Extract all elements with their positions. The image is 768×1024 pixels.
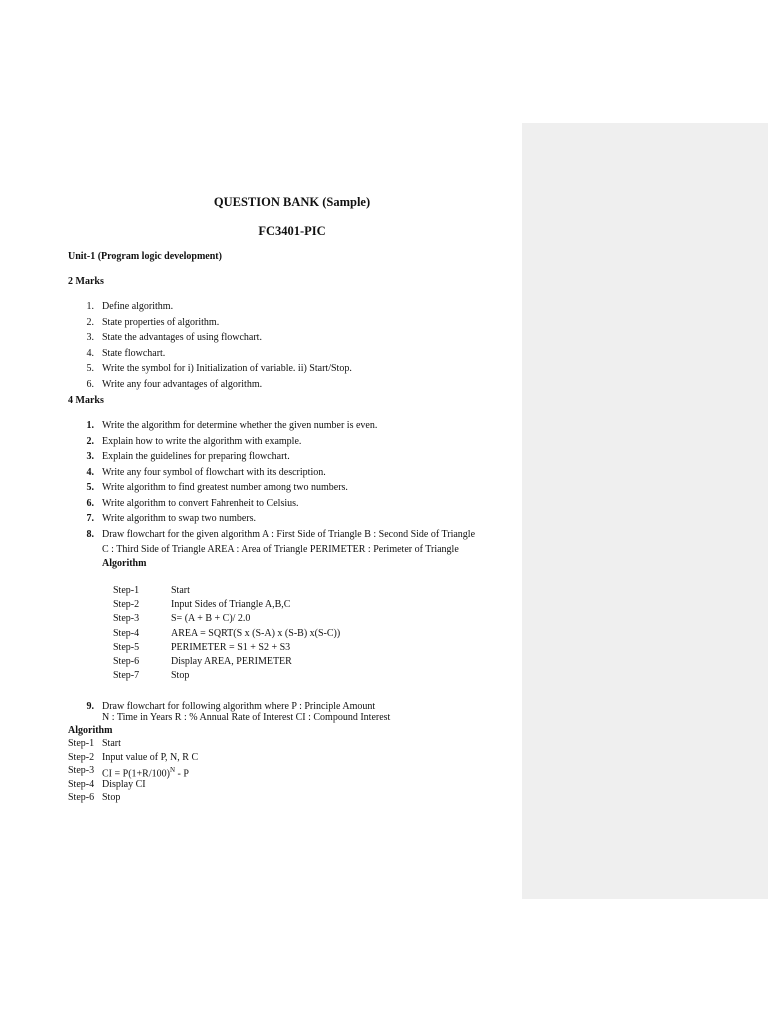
course-code: FC3401-PIC [258,224,326,238]
page-title: QUESTION BANK (Sample) [213,195,371,209]
unit-heading: Unit-1 (Program logic development) [68,251,222,262]
question-9-continuation: N : Time in Years R : % Annual Rate of Interest CI : Compound Interest [102,712,391,723]
comment-pane [522,123,768,899]
algorithm-label-interest: Algorithm [68,725,113,736]
question-8-continuation: C : Third Side of Triangle AREA : Area of Triangle PERIMETER : Perimeter of Triangle [102,544,459,555]
algorithm-label-triangle: Algorithm [102,558,147,569]
section-heading-2-marks: 2 Marks [68,276,104,287]
section-heading-4-marks: 4 Marks [68,395,104,406]
